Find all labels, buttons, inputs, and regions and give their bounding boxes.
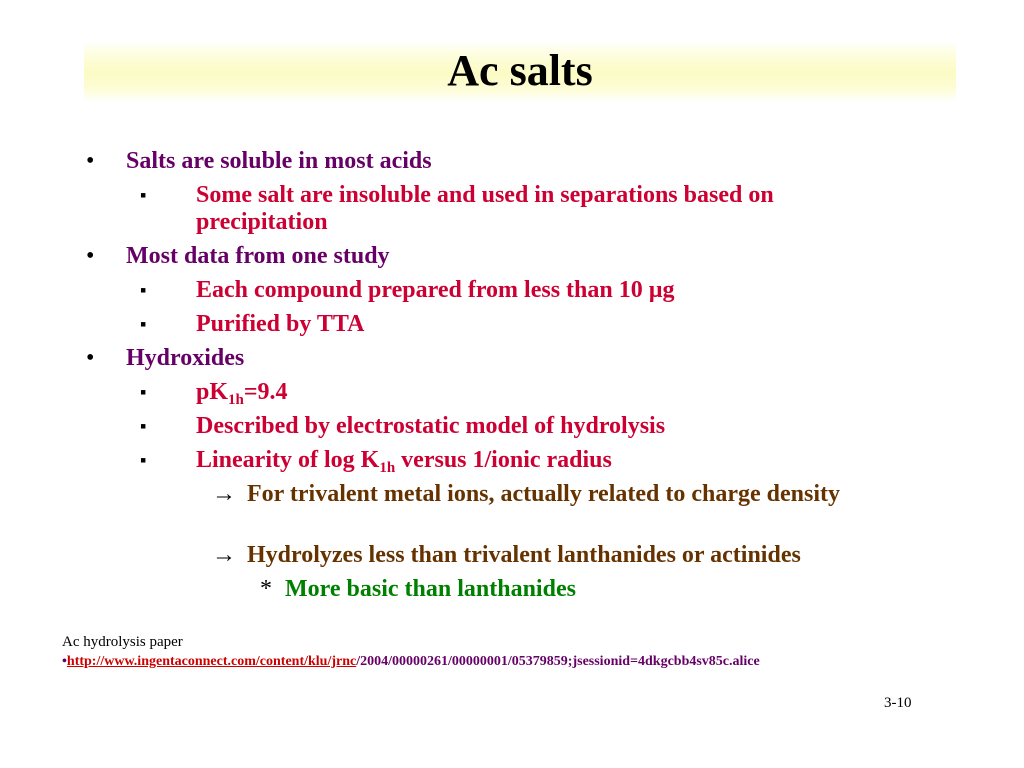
- bullet-dot-icon: •: [86, 148, 95, 174]
- arrow-right-icon: →: [212, 542, 236, 568]
- bullet-item: [0, 182, 1024, 243]
- bullet-item: [0, 413, 1024, 447]
- bullet-text: For trivalent metal ions, actually related to charge density: [247, 481, 841, 507]
- bullet-text: $pK_{1h}=9.4$: [196, 379, 288, 408]
- arrow-right-icon: →: [212, 481, 236, 507]
- square-bullet-icon: ▪: [140, 416, 147, 436]
- bullet-text: Purified by TTA: [196, 311, 365, 337]
- bullet-text: Hydrolyzes less than trivalent lanthanides or actinides: [247, 542, 801, 568]
- bullet-text: Linearity of $\log K_{1h}$ versus 1/ionic radius: [196, 447, 612, 476]
- square-bullet-icon: ▪: [140, 382, 147, 402]
- slide-number: 3-10: [884, 695, 912, 711]
- slide-title: Ac salts: [447, 46, 593, 95]
- square-bullet-icon: ▪: [140, 280, 147, 300]
- bullet-item: [0, 576, 1024, 610]
- bullet-item: [0, 379, 1024, 413]
- bullet-text: More basic than lanthanides: [285, 576, 576, 602]
- bullet-text: Most data from one study: [126, 243, 390, 269]
- footer-bullet: •: [62, 654, 67, 669]
- bullet-item: [0, 542, 1024, 576]
- bullet-item: [0, 447, 1024, 481]
- square-bullet-icon: ▪: [140, 314, 147, 334]
- bullet-list: [0, 148, 1024, 610]
- bullet-dot-icon: •: [86, 243, 95, 269]
- bullet-item: [0, 311, 1024, 345]
- bullet-dot-icon: •: [86, 345, 95, 371]
- square-bullet-icon: ▪: [140, 450, 147, 470]
- square-bullet-icon: ▪: [140, 185, 147, 205]
- bullet-text: Hydroxides: [126, 345, 245, 371]
- asterisk-icon: *: [260, 576, 272, 602]
- bullet-item: [0, 481, 1024, 542]
- bullet-text: Salts are soluble in most acids: [126, 148, 432, 174]
- footer-label: Ac hydrolysis paper: [62, 634, 183, 650]
- bullet-item: [0, 148, 1024, 178]
- footer-reference: [62, 654, 760, 670]
- bullet-text: Each compound prepared from less than 10 µg: [196, 277, 675, 303]
- reference-link[interactable]: http://www.ingentaconnect.com/content/klu/jrnc: [66, 654, 357, 669]
- reference-link-rest: /2004/00000261/00000001/05379859;jsessionid=4dkgcbb4sv85c.alice: [356, 654, 760, 669]
- bullet-item: [0, 345, 1024, 379]
- bullet-item: [0, 277, 1024, 311]
- bullet-item: [0, 243, 1024, 277]
- bullet-text: Described by electrostatic model of hydrolysis: [196, 413, 666, 439]
- bullet-text: Some salt are insoluble and used in separations based on precipitation: [196, 182, 774, 235]
